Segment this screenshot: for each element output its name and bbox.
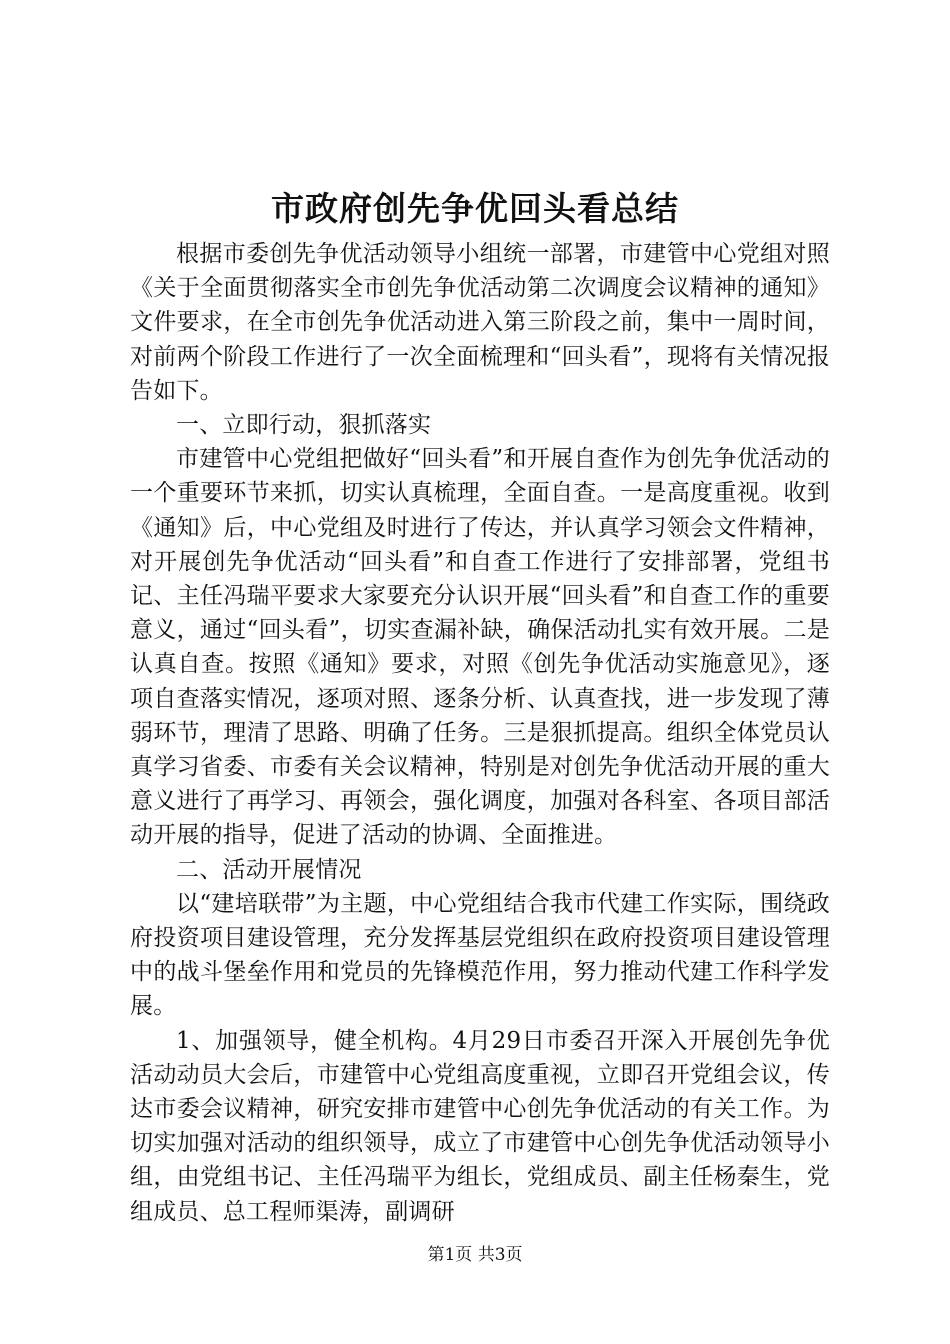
section-1-paragraph: 市建管中心党组把做好“回头看”和开展自查作为创先争优活动的一个重要环节来抓，切实认真梳理，全面自查。一是高度重视。收到《通知》后，中心党组及时进行了传达，并认真学习领会文件精神，对开展创先争优活动“回头看”和自查工作进行了安排部署，党组书记、主任冯瑞平要求大家要充分认识开展“回头看”和自查工作的重要意义，通过“回头看”，切实查漏补缺，确保活动扎实有效开展。二是认真自查。按照《通知》要求，对照《创先争优活动实施意见》，逐项自查落实情况，逐项对照、逐条分析、认真查找，进一步发现了薄弱环节，理清了思路、明确了任务。三是狠抓提高。组织全体党员认真学习省委、市委有关会议精神，特别是对创先争优活动开展的重大意义进行了再学习、再领会，强化调度，加强对各科室、各项目部活动开展的指导，促进了活动的协调、全面推进。 <box>130 446 830 849</box>
document-title: 市政府创先争优回头看总结 <box>271 189 679 228</box>
section-heading-1: 一、立即行动，狠抓落实 <box>176 412 432 439</box>
section-2-intro-paragraph: 以“建培联带”为主题，中心党组结合我市代建工作实际，围绕政府投资项目建设管理，充分发挥基层党组织在政府投资项目建设管理中的战斗堡垒作用和党员的先锋模范作用，努力推动代建工作科学发展。 <box>130 890 830 1020</box>
intro-paragraph: 根据市委创先争优活动领导小组统一部署，市建管中心党组对照《关于全面贯彻落实全市创先争优活动第二次调度会议精神的通知》文件要求，在全市创先争优活动进入第三阶段之前，集中一周时间，对前两个阶段工作进行了一次全面梳理和“回头看”，现将有关情况报告如下。 <box>130 241 830 404</box>
page-number: 第1页 共3页 <box>427 1245 523 1265</box>
section-2-item-1-paragraph: 1、加强领导，健全机构。4月29日市委召开深入开展创先争优活动动员大会后，市建管中心党组高度重视，立即召开党组会议，传达市委会议精神，研究安排市建管中心创先争优活动的有关工作。为切实加强对活动的组织领导，成立了市建管中心创先争优活动领导小组，由党组书记、主任冯瑞平为组长，党组成员、副主任杨秦生，党组成员、总工程师渠涛，副调研 <box>130 1027 830 1225</box>
section-heading-2: 二、活动开展情况 <box>176 856 362 883</box>
document-body <box>130 237 830 1229</box>
